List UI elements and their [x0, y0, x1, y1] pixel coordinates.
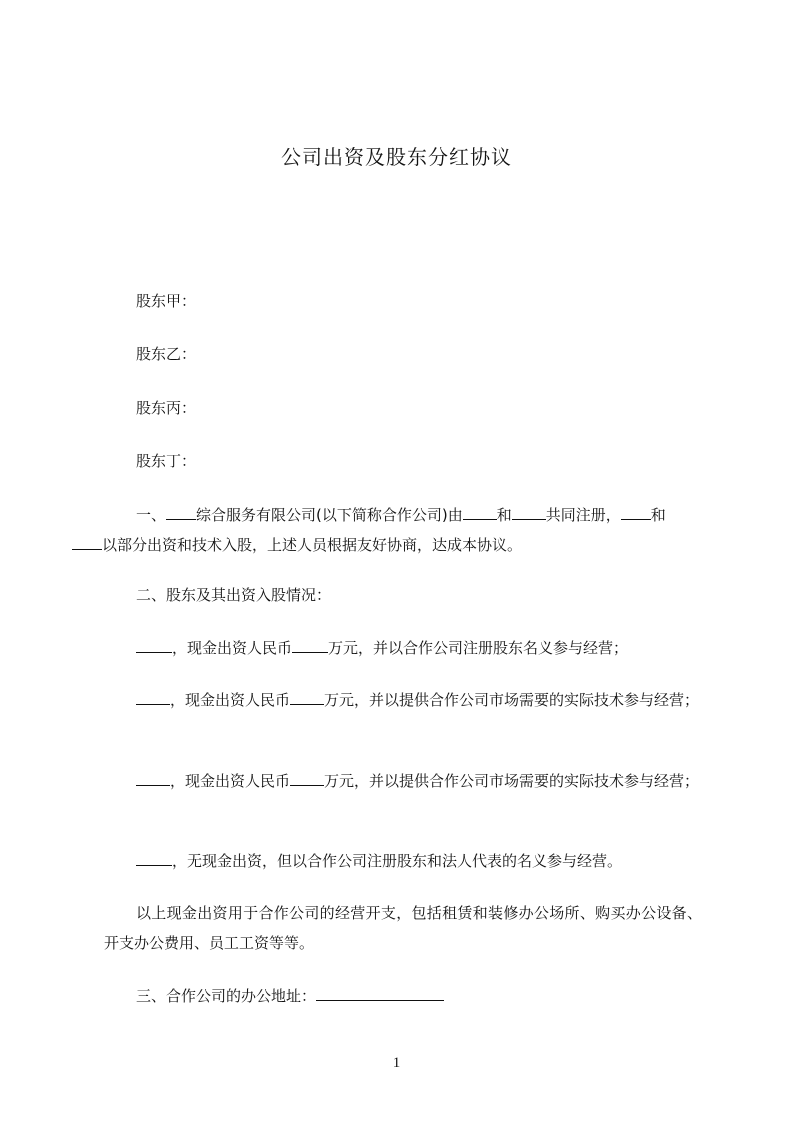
shareholder-d-label: 股东丁：: [136, 452, 197, 470]
clause-1-text: 以部分出资和技术入股，上述人员根据友好协商，达成本协议。: [102, 536, 523, 554]
clause-1-text: 和: [650, 506, 666, 524]
contribution-item: [104, 685, 702, 715]
blank-field: [136, 637, 172, 653]
no-cash-contribution-item: [104, 848, 704, 874]
contribution-text: 万元，并以提供合作公司市场需要的实际技术参与经营；: [324, 772, 700, 790]
clause-1-paragraph: [104, 500, 702, 560]
blank-field: [512, 504, 546, 520]
blank-field: [463, 504, 497, 520]
clause-3-address: [104, 983, 704, 1009]
shareholder-c-label: 股东丙：: [136, 399, 197, 417]
clause-2-heading: 二、股东及其出资入股情况：: [136, 586, 332, 604]
contribution-item: [104, 635, 704, 661]
blank-field: [136, 770, 170, 786]
clause-3-label: 三、合作公司的办公地址：: [136, 987, 317, 1005]
blank-field: [136, 850, 172, 866]
address-blank-field: [316, 985, 444, 1001]
usage-paragraph: 以上现金出资用于合作公司的经营开支，包括租赁和装修办公场所、购买办公设备、开支办公费用、员工工资等等。: [104, 904, 702, 952]
contribution-text: ，现金出资人民币: [170, 691, 291, 709]
contribution-text: 万元，并以合作公司注册股东名义参与经营；: [328, 639, 629, 657]
clause-1-number: 一、: [136, 506, 167, 524]
clause-1-text: 和: [496, 506, 512, 524]
document-title: 公司出资及股东分红协议: [281, 145, 512, 169]
shareholder-a-label: 股东甲：: [136, 292, 197, 310]
blank-field: [72, 534, 102, 550]
blank-field: [166, 504, 196, 520]
blank-field: [292, 637, 328, 653]
shareholder-b-label: 股东乙：: [136, 345, 197, 363]
page-number: 1: [392, 1055, 401, 1071]
contribution-text: 万元，并以提供合作公司市场需要的实际技术参与经营；: [324, 691, 700, 709]
blank-field: [290, 689, 324, 705]
contribution-item: [104, 766, 702, 796]
clause-1-text: 综合服务有限公司(以下简称合作公司)由: [196, 506, 463, 524]
blank-field: [290, 770, 324, 786]
clause-1-text: 共同注册，: [545, 506, 621, 524]
blank-field: [621, 504, 651, 520]
blank-field: [136, 689, 170, 705]
contribution-text: ，现金出资人民币: [172, 639, 293, 657]
no-cash-text: ，无现金出资，但以合作公司注册股东和法人代表的名义参与经营。: [172, 852, 623, 870]
contribution-text: ，现金出资人民币: [170, 772, 291, 790]
